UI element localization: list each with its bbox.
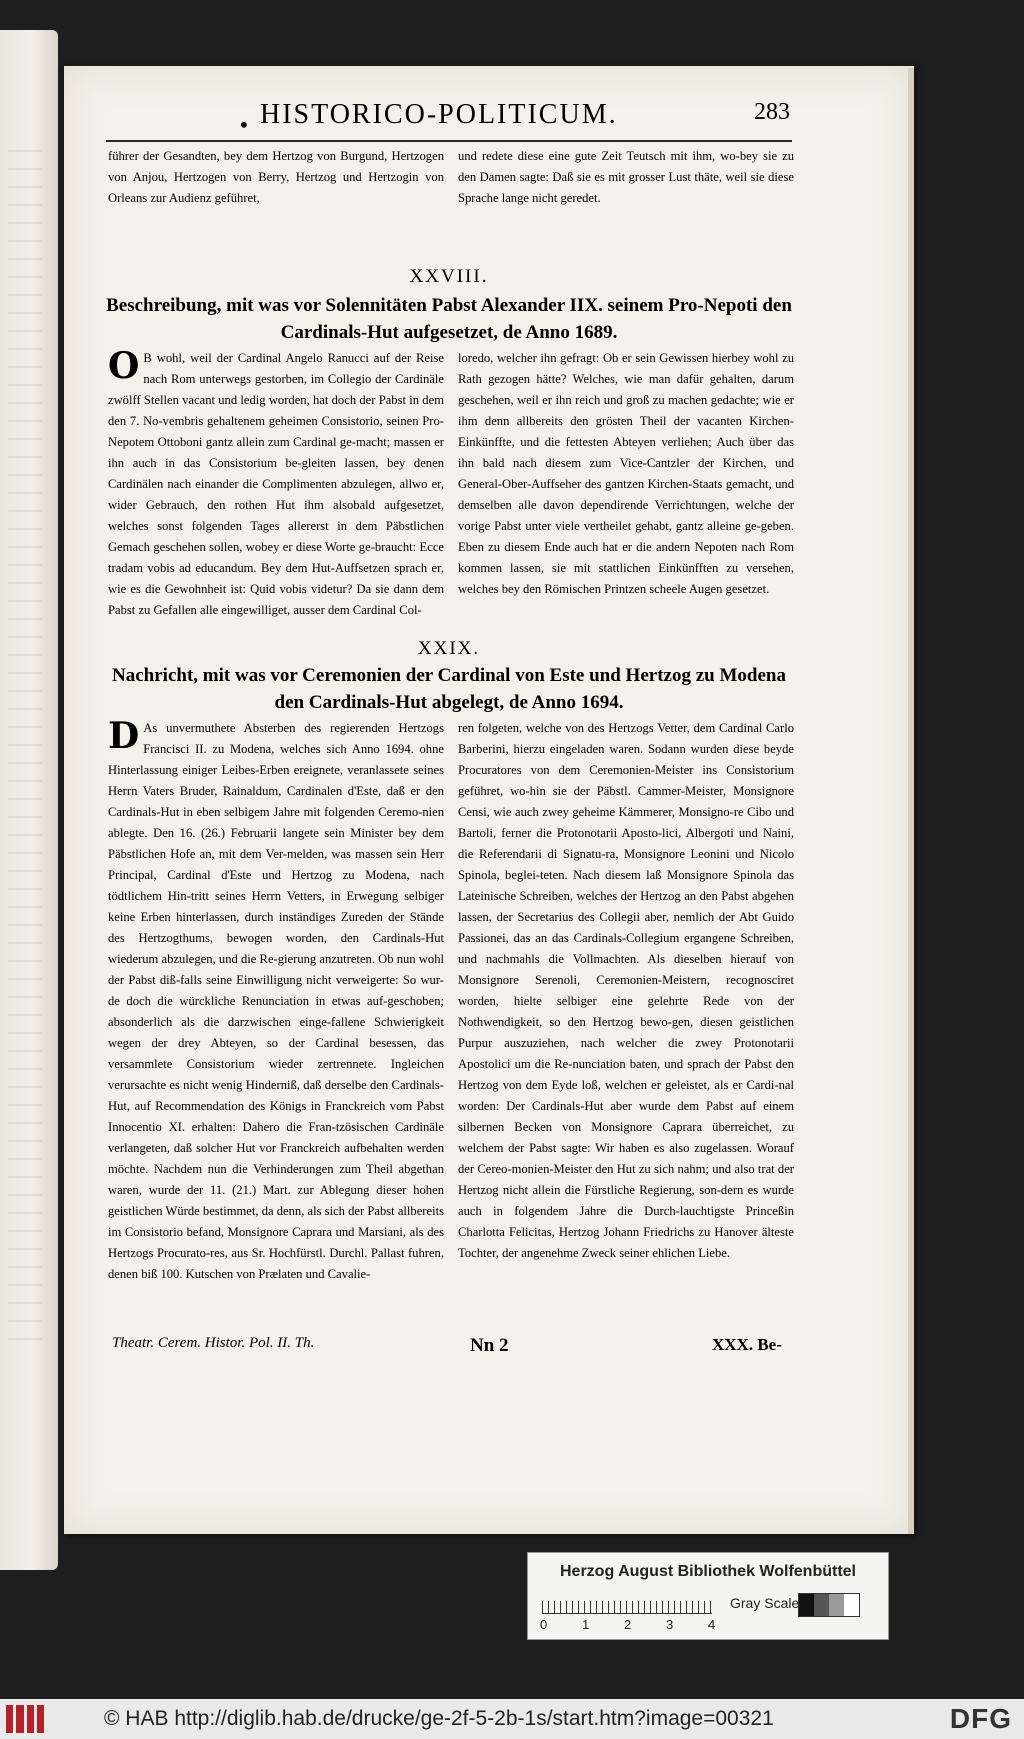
gray-swatch: [799, 1594, 814, 1616]
dfg-logo: DFG: [949, 1703, 1012, 1734]
ruler-scale: [542, 1593, 712, 1614]
section-xxviii-left-column: [108, 348, 444, 638]
header-rule: [106, 140, 792, 142]
section-xxviii-right-text: loredo, welcher ihn gefragt: Ob er sein Gewissen hierbey wohl zu Rath gezogen hätte? Welches, wie man dafür gehalten, darum geschehen, weil er ihn reich und groß zu machen gedachte; wie er ihm denn allbereits den grösten Theil der vacanten Kirchen-Einkünffte, und die fettesten Abteyen verliehen; Auch über das ihn bald nach diesem zum Vice-Cantzler der Kirchen, und General-Ober-Auffseher des gantzen Kirchen-Staats gemacht, und demselben alle davon dependirende Verrichtungen, welche der vorige Pabst unter viele vertheilet gehabt, gantz alleine ge-geben. Eben zu diesem Ende auch hat er die andern Nepoten nach Rom kommen lassen, sie mit stattlichen Einkünfften zu versehen, welches bey den Römischen Printzen scheele Augen gesetzet.: [458, 351, 794, 596]
page-number: 283: [754, 99, 790, 125]
page-edge-shadow: [908, 68, 914, 1534]
footer-signature: Nn 2: [470, 1335, 509, 1356]
section-number-xxix: XXIX.: [417, 638, 481, 659]
section-xxix-right-column: [458, 718, 794, 1318]
facing-page-edge: [0, 30, 58, 1570]
institution-label: Herzog August Bibliothek Wolfenbüttel: [560, 1563, 856, 1580]
gray-scale-label: Gray Scale: [730, 1595, 800, 1611]
running-head: HISTORICO-POLITICUM.: [260, 99, 618, 130]
copyright-url-link[interactable]: © HAB http://diglib.hab.de/drucke/ge-2f-5-2b-1s/start.htm?image=00321: [104, 1707, 774, 1730]
section-title-xxix: Nachricht, mit was vor Ceremonien der Cardinal von Este und Hertzog zu Modena den Cardinals-Hut abgelegt, de Anno 1694.: [112, 665, 786, 713]
header-dot: •: [238, 113, 250, 137]
color-calibration-bar: [527, 1552, 889, 1640]
scale-tick-4: 4: [708, 1617, 716, 1632]
continuation-left-text: führer der Gesandten, bey dem Hertzog von Burgund, Hertzogen von Anjou, Hertzogen von Berry, Hertzog und Hertzogin von Orleans zur Audienz geführet,: [108, 149, 444, 205]
scale-tick-3: 3: [666, 1617, 674, 1632]
page-header: [170, 99, 790, 139]
hab-logo-icon: [6, 1705, 44, 1733]
section-xxviii-right-column: [458, 348, 794, 638]
section-number-xxviii: XXVIII.: [409, 266, 489, 287]
scale-tick-1: 1: [582, 1617, 590, 1632]
continuation-right: [458, 146, 794, 212]
gray-scale-swatches: [798, 1593, 860, 1617]
section-xxix-left-column: [108, 718, 444, 1318]
dropcap-d: D: [108, 718, 140, 757]
gray-swatch: [829, 1594, 844, 1616]
dropcap-o: O: [108, 348, 140, 387]
footer-catchword: XXX. Be-: [712, 1335, 782, 1354]
section-title-xxviii: Beschreibung, mit was vor Solennitäten Pabst Alexander IIX. seinem Pro-Nepoti den Cardinals-Hut aufgesetzet, de Anno 1689.: [106, 295, 792, 343]
continuation-right-text: und redete diese eine gute Zeit Teutsch mit ihm, wo-bey sie zu den Damen sagte: Daß sie es mit grosser Lust thäte, weil sie diese Sprache lange nicht geredet.: [458, 149, 794, 205]
section-xxix-right-text: ren folgeten, welche von des Hertzogs Vetter, dem Cardinal Carlo Barberini, hierzu eingeladen waren. Sodann wurden diese beyde Procuratores von dem Ceremonien-Meister ins Consistorium geführet, wo-hin sie der Päbstl. Cammer-Meister, Monsignore Censi, wie auch zwey geheime Kämmerer, Monsigno-re Cibo und Bartoli, ferner die Protonotarii Aposto-lici, Albergoti und Naini, die Referendarii di Signatu-ra, Monsignore Leonini und Nicolo Spinola, beglei-teten. Nach diesem laß Monsignore Spinola das Lateinische Schreiben, welches der Hertzog an den Pabst abgehen lassen, der Secretarius des Collegii aber, nemlich der Abt Guido Passionei, das an das Cardinals-Collegium ergangene Schreiben, und nachmahls die Vollmachten. Als dieselben hierauf von Monsignore Serenoli, Ceremonien-Meistern, recognosciret worden, hielte selbiger eine gelehrte Rede von der Nothwendigkeit, so den Hertzog bewo-gen, diesen geistlichen Purpur auszuziehen, nach welcher die zwey Protonotarii Apostolici um die Re-nunciation baten, und sprach der Pabst den Hertzog von dem Eyde loß, welchen er geleistet, als er Cardi-nal worden: Der Cardinals-Hut aber wurde dem Pabst auf einem silbernen Becken von Monsignore Caprara überreichet, zu welchem der Pabst sagte: Wir haben es also zugelassen. Worauf der Cereo-monien-Meister den Hut zu sich nahm; und also trat der Hertzog nicht allein die Fürstliche Regierung, son-dern es wurde auch in folgendem Jahre die Durch-lauchtigste Princeßin Charlotta Felicitas, Hertzog Johann Friedrichs zu Hanover älteste Tochter, der angenehme Zweck seiner ehlichen Liebe.: [458, 721, 794, 1260]
footer-source: Theatr. Cerem. Histor. Pol. II. Th.: [112, 1335, 315, 1351]
gray-swatch: [814, 1594, 829, 1616]
gray-swatch: [844, 1594, 859, 1616]
continuation-left: [108, 146, 444, 212]
section-xxix-left-text: As unvermuthete Absterben des regierenden Hertzogs Francisci II. zu Modena, welches sich Anno 1694. ohne Hinterlassung einiger Leibes-Erben ereignete, veranlassete seines Herrn Vaters Bruder, Rainaldum, Cardinalen d'Este, daß er den Cardinals-Hut in eben selbigem Jahre mit folgenden Ceremo-nien ablegte. Den 16. (26.) Februarii langete sein Minister bey dem Päbstlichen Hofe an, mit dem Ver-melden, was massen sein Herr Principal, Cardinal d'Este und Hertzog zu Modena, nach tödtlichem Hin-tritt seines Herrn Vetters, in Erwegung selbiger keine Erben hinterlassen, durch inständiges Zureden der Stände des Hertzogthums, bewogen worden, den Cardinals-Hut wiederum abzulegen, und die Re-gierung anzutreten. Ob nun wohl der Pabst diß-falls seine Einwilligung nicht verweigerte: So wur-de doch die würckliche Renunciation in etwas auf-geschoben; absonderlich als die darzwischen einge-fallene Schwierigkeit wegen der drey Abteyen, so der Cardinal besessen, das versammlete Consistorium wieder zertrennete. Ingleichen verursachte es nicht wenig Hinderniß, daß derselbe den Cardinals-Hut, auf Recommendation des Königs in Franckreich vom Pabst Innocentio XI. erhalten: Dahero die Fran-tzösischen Cardinäle verlangeten, daß solcher Hut vor Franckreich aufbehalten werden möchte. Nachdem nun die Verhinderungen zum Theil abgethan waren, wurde der 11. (21.) Mart. zur Ablegung dieser hohen geistlichen Würde bestimmet, da denn, als sich der Pabst allbereits im Consistorio befand, Monsignore Caprara und Marsiani, als des Hertzogs Procurato-res, aus Sr. Hochfürstl. Durchl. Pallast fuhren, denen biß 100. Kutschen von Prælaten und Cavalie-: [108, 721, 444, 1281]
scale-tick-0: 0: [540, 1617, 548, 1632]
section-xxviii-left-text: B wohl, weil der Cardinal Angelo Ranucci auf der Reise nach Rom unterwegs gestorben, im Collegio der Cardinäle zwölff Stellen vacant und ledig worden, hat doch der Pabst in dem den 7. No-vembris gehaltenem geheimen Consistorio, seinen Pro-Nepotem Ottoboni gantz allein zum Cardinal ge-macht; massen er ihn auch in das Consistorium be-gleiten lassen, bey denen Cardinälen nach einander die Complimenten abzulegen, allwo er, wider Gebrauch, den rothen Hut ihm alsobald aufgesetzet, welches sonst folgenden Tages allererst in dem Päbstlichen Gemach geschehen sollen, wobey er diese Worte ge-braucht: Ecce tradam vobis ad educandum. Bey dem Hut-Auffsetzen sprach er, wie es die Gewohnheit ist: Quid vobis videtur? Da sie dann dem Pabst zu Gefallen alle eingewilliget, ausser dem Cardinal Col-: [108, 351, 444, 617]
scale-tick-2: 2: [624, 1617, 632, 1632]
viewer-footer: [0, 1699, 1024, 1739]
